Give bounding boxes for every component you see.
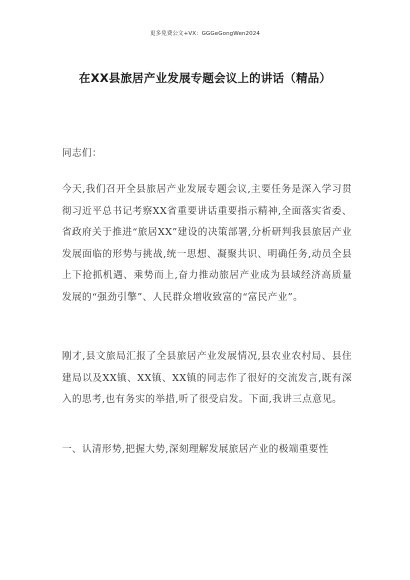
section-heading-1: 一、认清形势,把握大势,深刻理解发展旅居产业的极端重要性 <box>62 444 329 455</box>
document-title: 在XX县旅居产业发展专题会议上的讲话（精品） <box>78 71 332 85</box>
greeting: 同志们： <box>62 148 102 159</box>
paragraph-2: 刚才,县文旅局汇报了全县旅居产业发展情况,县农业农村局、县住建局以及XX镇、XX镇、XX镇的同志作了很好的交流发言,既有深入的思考,也有务实的举措,听了很受启发。下面,我讲三点意见。 <box>62 351 352 406</box>
paragraph-1: 今天,我们召开全县旅居产业发展专题会议,主要任务是深入学习贯彻习近平总书记考察XX省重要讲话重要指示精神,全面落实省委、省政府关于推进“旅居XX”建设的决策部署,分析研判我县旅居产业发展面临的形势与挑战,统一思想、凝聚共识、明确任务,动员全县上下抢抓机遇、乘势而上,奋力推动旅居产业成为县域经济高质量发展的“强劲引擎”、人民群众增收致富的“富民产业”。 <box>62 184 352 303</box>
header-note: 更多免费公文+VX：GGGeGongWen2024 <box>150 31 260 37</box>
